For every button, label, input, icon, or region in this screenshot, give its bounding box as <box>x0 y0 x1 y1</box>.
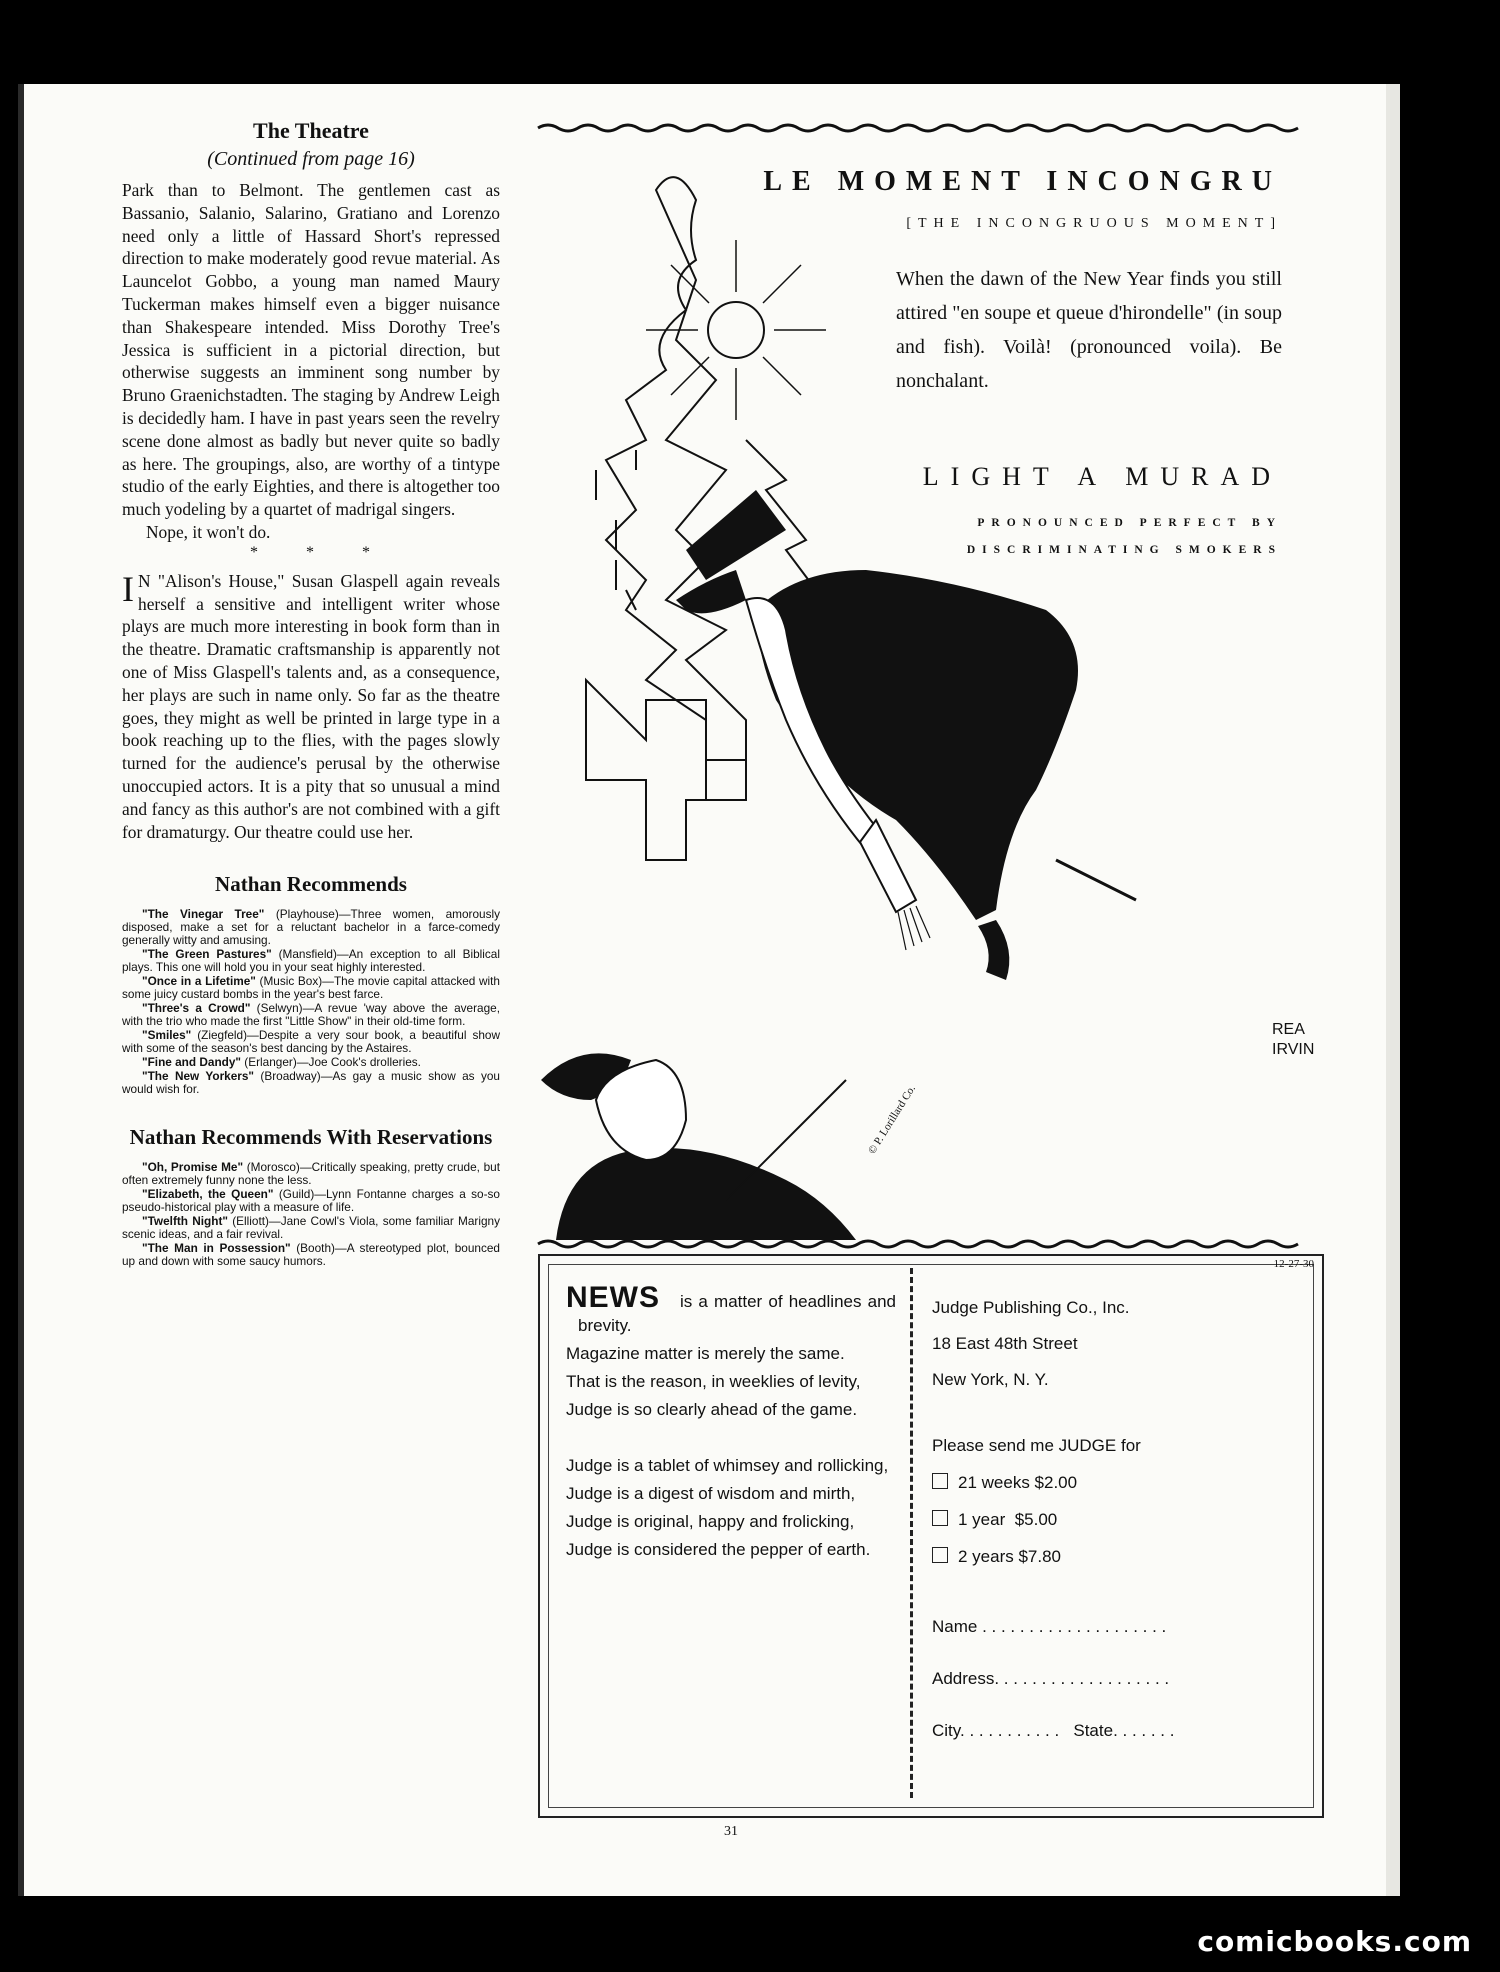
name-field[interactable]: Name . . . . . . . . . . . . . . . . . . . . <box>932 1617 1167 1636</box>
checkbox[interactable] <box>932 1547 948 1563</box>
artist-signature: REA IRVIN <box>1272 1021 1315 1058</box>
verse-line: That is the reason, in weeklies of levity, <box>566 1372 861 1391</box>
ad-copyright: © P. Lorillard Co. <box>866 1083 919 1157</box>
ad-tagline: PRONOUNCED PERFECT BY DISCRIMINATING SMOKERS <box>966 517 1282 556</box>
city-state-field[interactable]: City. . . . . . . . . . . State. . . . . . . <box>932 1721 1175 1740</box>
magazine-page <box>18 84 1392 1896</box>
coupon-date: 12-27-30 <box>1273 1258 1314 1270</box>
list-item: "Oh, Promise Me" (Morosco)—Critically speaking, pretty crude, but often extremely funny none the less. <box>122 1160 500 1188</box>
order-form <box>932 1290 1272 1757</box>
subscription-coupon <box>538 1254 1324 1818</box>
news-word: NEWS <box>566 1281 660 1314</box>
ad-slogan: LIGHT A MURAD <box>922 462 1282 491</box>
ad-copy: When the dawn of the New Year finds you still attired "en soupe et queue d'hirondelle" (in soup and fish). Voilà! (pronounced voila). Be nonchalant. <box>896 268 1282 392</box>
article-paragraph-2: Nope, it won't do. <box>146 521 271 542</box>
theatre-column <box>122 118 500 1269</box>
ad-headline: LE MOMENT INCONGRU <box>763 166 1282 197</box>
option-21-weeks[interactable]: 21 weeks $2.00 <box>932 1464 1272 1501</box>
recommends-list <box>122 908 500 1096</box>
list-item: "Three's a Crowd" (Selwyn)—A revue 'way above the average, with the trio who made the first "Little Show" in their old-time form. <box>122 1001 500 1029</box>
page-number: 31 <box>724 1824 738 1839</box>
list-item: "Elizabeth, the Queen" (Guild)—Lynn Fontanne charges a so-so pseudo-historical play with a measure of life. <box>122 1187 500 1215</box>
publisher-street: 18 East 48th Street <box>932 1334 1078 1353</box>
section-break: * * * <box>250 543 392 561</box>
checkbox[interactable] <box>932 1510 948 1526</box>
list-item: "The New Yorkers" (Broadway)—As gay a music show as you would wish for. <box>122 1069 500 1097</box>
verse-line: Judge is a digest of wisdom and mirth, <box>566 1484 856 1503</box>
article-paragraph-3 <box>122 570 500 844</box>
option-2-years[interactable]: 2 years $7.80 <box>932 1538 1272 1575</box>
verse-line: Magazine matter is merely the same. <box>566 1344 845 1363</box>
list-item: "Smiles" (Ziegfeld)—Despite a very sour book, a beautiful show with some of the season's best dancing by the Astaires. <box>122 1028 500 1056</box>
list-item: "The Man in Possession" (Booth)—A stereotyped plot, bounced up and down with some saucy humors. <box>122 1241 500 1269</box>
verse-line: Judge is a tablet of whimsey and rollicking, <box>566 1456 889 1475</box>
continued-note: (Continued from page 16) <box>207 148 415 170</box>
publisher-city: New York, N. Y. <box>932 1370 1049 1389</box>
verse-line: Judge is original, happy and frolicking, <box>566 1512 855 1531</box>
list-item: "Fine and Dandy" (Erlanger)—Joe Cook's drolleries. <box>142 1055 421 1070</box>
reservations-list <box>122 1161 500 1268</box>
reservations-title: Nathan Recommends With Reservations <box>129 1125 493 1150</box>
article-paragraph-3-text: N "Alison's House," Susan Glaspell again reveals herself a sensitive and intelligent writer whose plays are much more interesting in book form than in the theatre. Dramatic craftsmanship is apparently not one of Miss Glaspell's talents and, as a consequence, her plays are such in name only. So far as the theatre goes, they might as well be printed in large type in a book reaching up to the flies, with the pages slowly turned for the audience's perusal by the otherwise unoccupied actors. It is a pity that so unusual a mind and fancy as this author's are not combined with a gift for dramaturgy. Our theatre could use her. <box>122 570 500 842</box>
list-item: "Twelfth Night" (Elliott)—Jane Cowl's Viola, some familiar Marigny scenic ideas, and a fair revival. <box>122 1214 500 1242</box>
ad-subheadline: [THE INCONGRUOUS MOMENT] <box>906 216 1282 231</box>
checkbox[interactable] <box>932 1473 948 1489</box>
cut-line <box>910 1268 913 1798</box>
drop-cap: I <box>122 568 134 609</box>
article-title: The Theatre <box>253 118 369 143</box>
recommends-title: Nathan Recommends <box>215 872 407 897</box>
send-request: Please send me JUDGE for <box>932 1436 1141 1455</box>
publisher-name: Judge Publishing Co., Inc. <box>932 1298 1130 1317</box>
list-item: "Once in a Lifetime" (Music Box)—The movie capital attacked with some juicy custard bombs in the year's best farce. <box>122 974 500 1002</box>
coupon-verse: NEWS is a matter of headlines and brevity. Magazine matter is merely the same. That is the reason, in weeklies of levity, Judge is so clearly ahead of the game. Judge is a tablet of whimsey and rollicking, Judge is a digest of wisdom and mirth, Judge is original, happy and frolicking, Judge is considered the pepper of earth. <box>566 1286 896 1566</box>
murad-advertisement <box>536 120 1315 1250</box>
verse-line: Judge is considered the pepper of earth. <box>566 1540 871 1559</box>
verse-line: Judge is so clearly ahead of the game. <box>566 1400 858 1419</box>
page-edge <box>1386 84 1400 1896</box>
option-1-year[interactable]: 1 year $5.00 <box>932 1501 1272 1538</box>
list-item: "The Green Pastures" (Mansfield)—An exception to all Biblical plays. This one will hold you in your seat highly interested. <box>122 947 500 975</box>
address-field[interactable]: Address. . . . . . . . . . . . . . . . . . . <box>932 1669 1170 1688</box>
article-paragraph-1: Park than to Belmont. The gentlemen cast as Bassanio, Salanio, Salarino, Gratiano and Lorenzo need only a little of Hassard Short's repressed direction to make moderately good revue material. As Launcelot Gobbo, a young man named Maury Tuckerman makes himself even a bigger nuisance than Shakespeare intended. Miss Dorothy Tree's Jessica is sufficient in a pictorial direction, but otherwise suggests an imminent song number by Bruno Graenichstadten. The staging by Andrew Leigh is decidedly ham. I have in past years seen the revelry scene done almost as badly but never quite so badly as here. The groupings, also, are worthy of a tintype studio of the early Eighties, and there is altogether too much yodeling by a quartet of madrigal singers. <box>122 180 500 520</box>
list-item: "The Vinegar Tree" (Playhouse)—Three women, amorously disposed, make a set for a reluctant bachelor in a farce-comedy generally witty and amusing. <box>122 907 500 948</box>
watermark: comicbooks.com <box>1197 1925 1472 1958</box>
